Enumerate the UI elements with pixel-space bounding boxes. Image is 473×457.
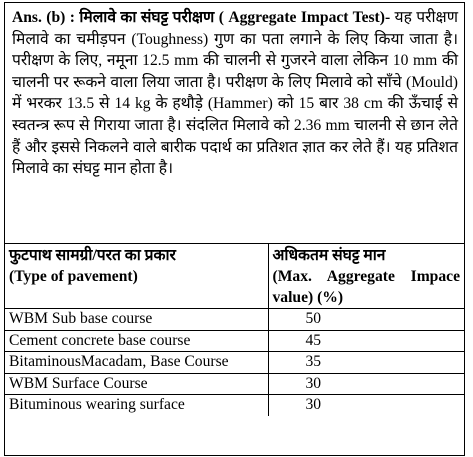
header-pavement-type bbox=[5, 244, 268, 309]
header-max-impact-value-hi: अधिकतम संघट्ट मान bbox=[272, 247, 386, 264]
header-pavement-type-hi: फुटपाथ सामग्री/परत का प्रकार bbox=[9, 247, 176, 264]
answer-card bbox=[4, 2, 465, 456]
pavement-type-cell: BitaminousMacadam, Base Course bbox=[5, 352, 268, 374]
table-row bbox=[5, 330, 464, 352]
impact-value-cell: 50 bbox=[268, 309, 464, 331]
answer-title: मिलावे का संघट्ट परीक्षण bbox=[79, 9, 215, 26]
impact-value-cell: 30 bbox=[268, 373, 464, 395]
header-max-impact-value bbox=[268, 244, 464, 309]
header-pavement-type-en: (Type of pavement) bbox=[9, 268, 138, 285]
impact-value-cell: 35 bbox=[268, 352, 464, 374]
impact-value-table bbox=[5, 244, 464, 416]
table-row bbox=[5, 395, 464, 416]
pavement-type-cell: Cement concrete base course bbox=[5, 330, 268, 352]
impact-value-cell: 45 bbox=[268, 330, 464, 352]
table-row bbox=[5, 309, 464, 331]
header-max-impact-value-en: (Max. Aggregate Impace value) (%) bbox=[272, 268, 460, 306]
pavement-type-cell: WBM Sub base course bbox=[5, 309, 268, 331]
answer-label: Ans. (b) : bbox=[12, 9, 75, 26]
answer-text: यह परीक्षण मिलावे का चमीड़पन (Toughness) गुण का पता लगाने के लिए किया जाता है। परीक्षण के लिए, नमूना 12.5 mm की चालनी से गुजरने वाला लेकिन 10 mm की चालनी पर रूकने वाला लिया जाता है। परीक्षण के लिए मिलावे को साँचे (Mould) में भरकर 13.5 से 14 kg के हथौड़े (Hammer) को 15 बार 38 cm की ऊँचाई से स्वतन्त्र रूप से गिराया जाता है। संदलित मिलावे को 2.36 mm चालनी से छान लेते हैं और इससे निकलने वाले बारीक पदार्थ का प्रतिशत ज्ञात कर लेते हैं। यह प्रतिशत मिलावे का संघट्ट मान होता है। bbox=[12, 9, 458, 178]
impact-value-cell: 30 bbox=[268, 395, 464, 416]
pavement-type-cell: Bituminous wearing surface bbox=[5, 395, 268, 416]
table-header-row bbox=[5, 244, 464, 309]
answer-title-en: ( Aggregate Impact Test)- bbox=[218, 9, 391, 26]
pavement-type-cell: WBM Surface Course bbox=[5, 373, 268, 395]
answer-paragraph bbox=[5, 3, 464, 244]
table-row bbox=[5, 352, 464, 374]
table-row bbox=[5, 373, 464, 395]
